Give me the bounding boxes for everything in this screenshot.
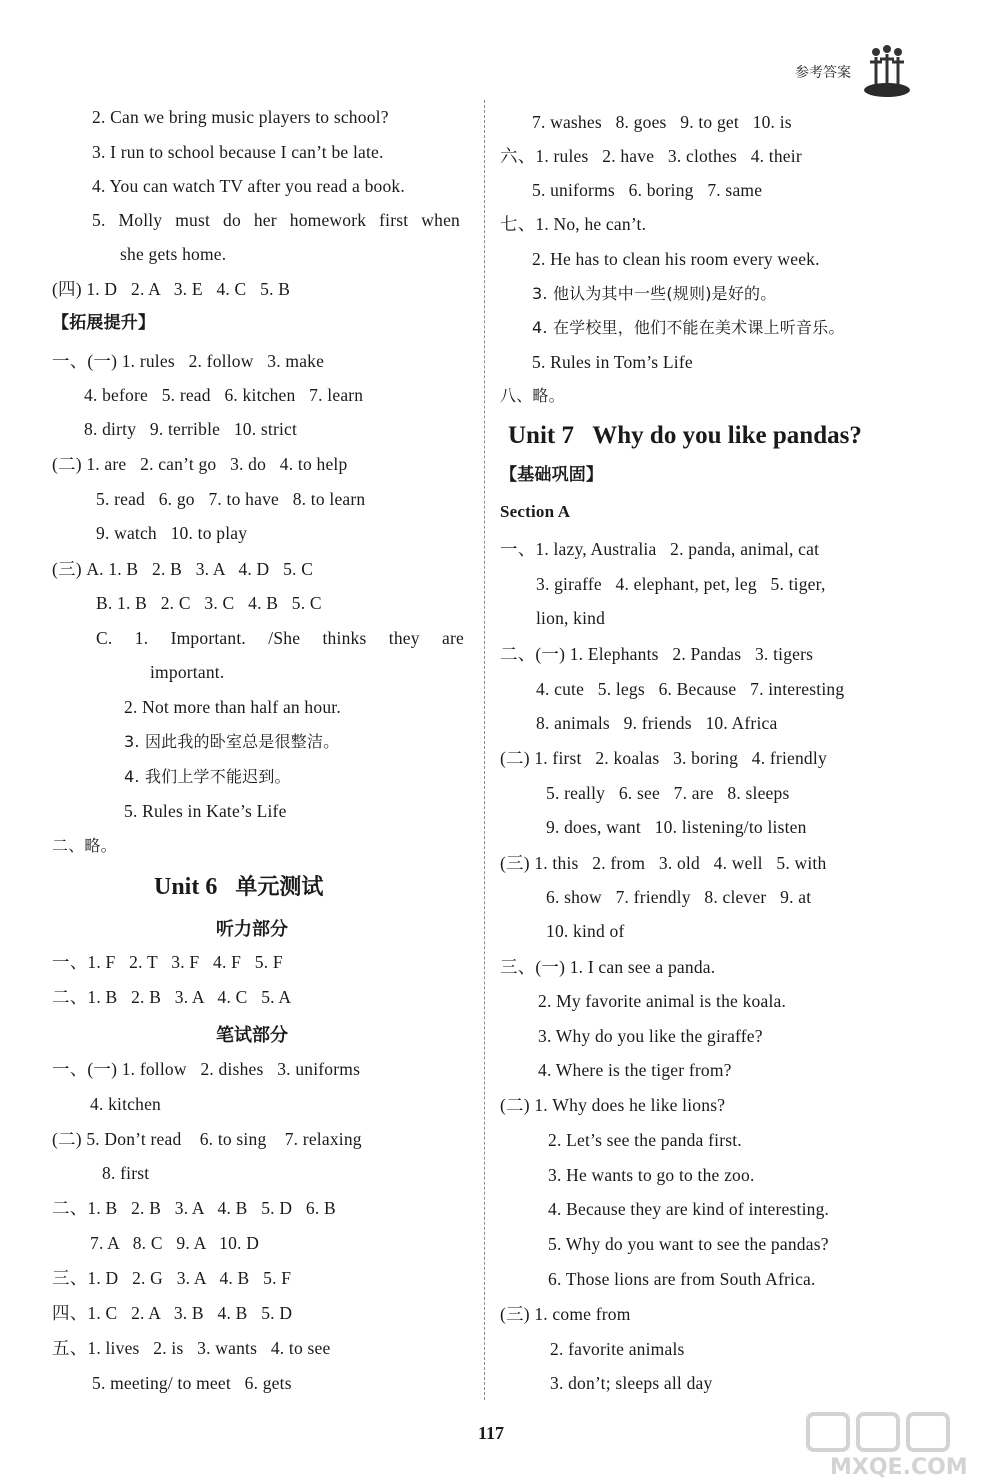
answer-line: 2. Not more than half an hour. — [124, 697, 341, 717]
answer-line: 一、(一) 1. follow 2. dishes 3. uniforms — [52, 1059, 361, 1079]
answer-line: 3. I run to school because I can’t be late. — [92, 142, 384, 162]
answer-line: 5. meeting/ to meet 6. gets — [92, 1373, 292, 1393]
answer-line: 4. Where is the tiger from? — [538, 1060, 732, 1080]
answer-line: 一、1. F 2. T 3. F 4. F 5. F — [52, 952, 283, 972]
answer-line: 二、(一) 1. Elephants 2. Pandas 3. tigers — [500, 644, 814, 664]
answer-line: 四、1. C 2. A 3. B 4. B 5. D — [52, 1303, 293, 1323]
answer-line: 4. before 5. read 6. kitchen 7. learn — [84, 385, 364, 405]
answer-line: 3. He wants to go to the zoo. — [548, 1165, 755, 1185]
answer-line: (二) 1. first 2. koalas 3. boring 4. friendly — [500, 748, 827, 768]
answer-line: 4. 我们上学不能迟到。 — [124, 767, 291, 786]
answer-line: 5. Molly must do her homework first when — [92, 210, 460, 230]
answer-line: 7. washes 8. goes 9. to get 10. is — [532, 112, 792, 132]
answer-line: 六、1. rules 2. have 3. clothes 4. their — [500, 146, 802, 166]
section-label: Section A — [500, 502, 571, 521]
answer-line: 4. kitchen — [90, 1094, 162, 1114]
section-heading: 【拓展提升】 — [52, 313, 156, 333]
answer-line: important. — [150, 662, 225, 682]
answer-line: 9. does, want 10. listening/to listen — [546, 817, 807, 837]
answer-line: (三) A. 1. B 2. B 3. A 4. D 5. C — [52, 559, 314, 579]
watermark-text: MXQE.COM — [830, 1455, 968, 1480]
answer-line: (三) 1. come from — [500, 1304, 631, 1324]
answer-line: lion, kind — [536, 608, 606, 628]
answer-line: 一、1. lazy, Australia 2. panda, animal, cat — [500, 539, 820, 559]
unit6-title — [154, 870, 323, 901]
answer-line: B. 1. B 2. C 3. C 4. B 5. C — [96, 593, 322, 613]
page-number: 117 — [478, 1423, 505, 1443]
answer-line: 一、(一) 1. rules 2. follow 3. make — [52, 351, 325, 371]
answer-line: she gets home. — [120, 244, 227, 264]
answer-line: 5. read 6. go 7. to have 8. to learn — [96, 489, 366, 509]
answer-line: 5. Rules in Kate’s Life — [124, 801, 287, 821]
answer-line: 8. dirty 9. terrible 10. strict — [84, 419, 298, 439]
answer-line: 七、1. No, he can’t. — [500, 214, 647, 234]
answer-line: 2. Can we bring music players to school? — [92, 107, 389, 127]
answer-line: 五、1. lives 2. is 3. wants 4. to see — [52, 1338, 331, 1358]
answer-line: 9. watch 10. to play — [96, 523, 248, 543]
answer-line: 三、1. D 2. G 3. A 4. B 5. F — [52, 1268, 292, 1288]
answer-line: 3. 因此我的卧室总是很整洁。 — [124, 732, 340, 751]
answer-line: 6. Those lions are from South Africa. — [548, 1269, 816, 1289]
answer-line: (二) 1. are 2. can’t go 3. do 4. to help — [52, 454, 348, 474]
answer-line: 5. Why do you want to see the pandas? — [548, 1234, 829, 1254]
answer-line: 二、1. B 2. B 3. A 4. B 5. D 6. B — [52, 1198, 336, 1218]
column-divider — [484, 100, 485, 1400]
answer-line: (四) 1. D 2. A 3. E 4. C 5. B — [52, 279, 291, 299]
answer-line: 4. cute 5. legs 6. Because 7. interesting — [536, 679, 845, 699]
answer-line: (二) 5. Don’t read 6. to sing 7. relaxing — [52, 1129, 362, 1149]
answer-line: 2. favorite animals — [550, 1339, 685, 1359]
answer-line: 8. first — [102, 1163, 150, 1183]
answer-line: 4. 在学校里，他们不能在美术课上听音乐。 — [532, 318, 845, 337]
unit6-title-cn: 单元测试 — [235, 875, 324, 900]
answer-line: 5. really 6. see 7. are 8. sleeps — [546, 783, 790, 803]
answer-line: 3. 他认为其中一些(规则)是好的。 — [532, 284, 777, 303]
answer-line: 3. Why do you like the giraffe? — [538, 1026, 763, 1046]
header-label: 参考答案 — [795, 65, 851, 81]
answer-line: C. 1. Important. /She thinks they are — [96, 628, 464, 648]
people-logo-icon — [862, 40, 912, 100]
answer-line: 3. giraffe 4. elephant, pet, leg 5. tiger, — [536, 574, 826, 594]
answer-line: 二、略。 — [52, 836, 117, 855]
answer-line: 4. Because they are kind of interesting. — [548, 1199, 830, 1219]
section-heading: 【基础巩固】 — [500, 465, 604, 485]
answer-line: 5. uniforms 6. boring 7. same — [532, 180, 763, 200]
answer-line: 8. animals 9. friends 10. Africa — [536, 713, 778, 733]
unit6-title-en: Unit 6 — [154, 874, 218, 900]
answer-line: 2. He has to clean his room every week. — [532, 249, 820, 269]
listening-heading: 听力部分 — [216, 919, 288, 940]
answer-line: 3. don’t; sleeps all day — [550, 1373, 713, 1393]
answer-line: 三、(一) 1. I can see a panda. — [500, 957, 716, 977]
unit7-title: Unit 7 Why do you like pandas? — [508, 422, 862, 449]
answer-line: 7. A 8. C 9. A 10. D — [90, 1233, 260, 1253]
answer-line: 6. show 7. friendly 8. clever 9. at — [546, 887, 812, 907]
written-heading: 笔试部分 — [216, 1025, 288, 1046]
answer-line: 2. Let’s see the panda first. — [548, 1130, 742, 1150]
answer-line: 5. Rules in Tom’s Life — [532, 352, 693, 372]
answer-line: 八、略。 — [500, 386, 565, 405]
answer-line: 4. You can watch TV after you read a book. — [92, 176, 405, 196]
watermark-logo-icon — [800, 1410, 990, 1480]
answer-line: 2. My favorite animal is the koala. — [538, 991, 787, 1011]
answer-line: (二) 1. Why does he like lions? — [500, 1095, 726, 1115]
answer-line: 二、1. B 2. B 3. A 4. C 5. A — [52, 987, 292, 1007]
answer-line: (三) 1. this 2. from 3. old 4. well 5. with — [500, 853, 827, 873]
answer-line: 10. kind of — [546, 921, 625, 941]
